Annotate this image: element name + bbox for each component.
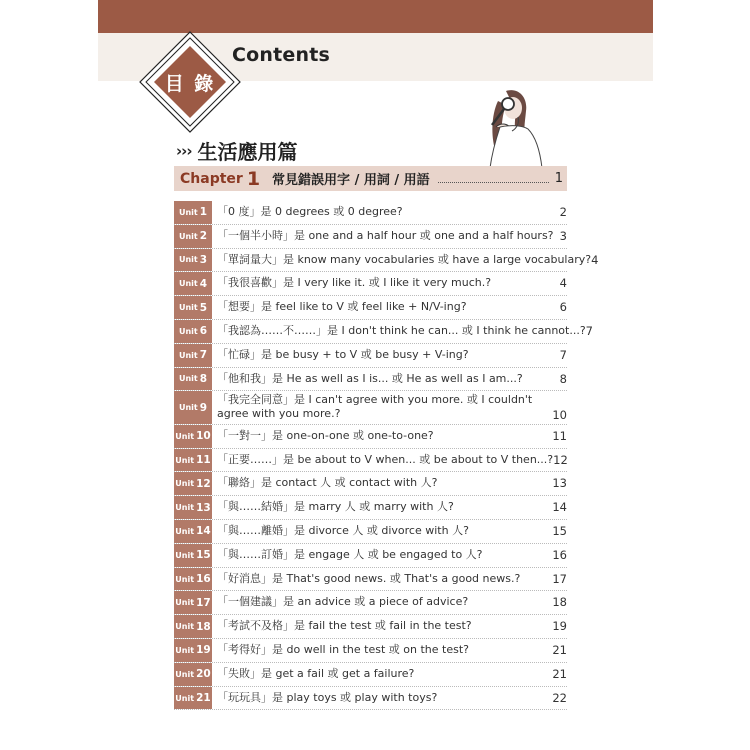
unit-title: 「單詞量大」是 know many vocabularies 或 have a large vocabulary?: [217, 252, 592, 266]
contents-badge: [138, 30, 242, 134]
unit-page-number: 14: [552, 500, 567, 515]
unit-title: 「我很喜歡」是 I very like it. 或 I like it very much.?: [217, 276, 492, 290]
unit-title: 「忙碌」是 be busy + to V 或 be busy + V-ing?: [217, 347, 469, 361]
unit-badge: [174, 591, 212, 614]
toc-entry[interactable]: [174, 272, 567, 296]
unit-title: 「與……訂婚」是 engage 人 或 be engaged to 人?: [217, 547, 483, 561]
toc-entry[interactable]: [174, 520, 567, 544]
unit-title: 「他和我」是 He as well as I is... 或 He as well as I am...?: [217, 371, 523, 385]
contents-badge-text: 目 錄: [164, 72, 216, 95]
unit-title: 「正要……」是 be about to V when... 或 be about to V then...?: [217, 452, 554, 466]
toc-entry[interactable]: [174, 496, 567, 520]
unit-badge: [174, 615, 212, 638]
unit-badge: [174, 249, 212, 272]
unit-label: Unit: [178, 255, 198, 265]
toc-entry[interactable]: [174, 591, 567, 615]
unit-label: Unit: [175, 550, 195, 560]
toc-unit-list: [174, 201, 599, 710]
page-title: Contents: [232, 44, 331, 66]
unit-badge: [174, 344, 212, 367]
unit-label: Unit: [178, 303, 198, 313]
unit-label: Unit: [175, 622, 195, 632]
section-heading-text: 生活應用篇: [197, 140, 298, 164]
chapter-number: 1: [246, 167, 261, 190]
unit-page-number: 22: [552, 690, 567, 705]
unit-page-number: 13: [552, 476, 567, 491]
chapter-page-number: 1: [554, 171, 563, 186]
unit-label: Unit: [175, 526, 195, 536]
unit-number: 15: [196, 549, 211, 562]
woman-with-magnifier-illustration: [470, 83, 548, 168]
header-band: [98, 0, 653, 33]
unit-badge: [174, 472, 212, 495]
unit-label: Unit: [175, 431, 195, 441]
unit-number: 14: [196, 525, 211, 538]
unit-label: Unit: [175, 693, 195, 703]
toc-entry[interactable]: [174, 568, 567, 592]
unit-number: 1: [199, 206, 208, 219]
chapter-label: Chapter: [180, 170, 243, 187]
unit-number: 10: [196, 430, 211, 443]
unit-page-number: 19: [552, 619, 567, 634]
unit-page-number: 2: [559, 205, 567, 219]
unit-page-number: 7: [559, 347, 567, 362]
toc-entry[interactable]: [174, 296, 567, 320]
toc-entry[interactable]: [174, 249, 599, 273]
unit-badge: [174, 663, 212, 686]
unit-number: 8: [199, 372, 208, 385]
unit-label: Unit: [175, 574, 195, 584]
unit-badge: [174, 425, 212, 448]
unit-label: Unit: [178, 231, 198, 241]
unit-number: 16: [196, 573, 211, 586]
toc-entry[interactable]: [174, 320, 593, 344]
unit-page-number: 16: [552, 547, 567, 562]
unit-title: 「與……結婚」是 marry 人 或 marry with 人?: [217, 500, 454, 514]
chapter-title: 常見錯誤用字 / 用詞 / 用語: [272, 173, 430, 188]
unit-title: 「一個半小時」是 one and a half hour 或 one and a half hours?: [217, 228, 554, 242]
toc-entry[interactable]: [174, 391, 567, 425]
unit-page-number: 15: [552, 524, 567, 539]
toc-entry[interactable]: [174, 225, 567, 249]
unit-label: Unit: [178, 374, 198, 384]
toc-entry[interactable]: [174, 425, 567, 449]
unit-page-number: 12: [553, 452, 568, 467]
unit-label: Unit: [175, 503, 195, 513]
unit-title: 「0 度」是 0 degrees 或 0 degree?: [217, 205, 403, 218]
unit-number: 5: [199, 301, 208, 314]
unit-number: 18: [196, 620, 211, 633]
unit-number: 11: [196, 454, 211, 467]
unit-badge: [174, 201, 212, 224]
unit-number: 4: [199, 277, 208, 290]
unit-number: 21: [196, 692, 211, 705]
dot-leader: [438, 174, 549, 183]
unit-label: Unit: [175, 645, 195, 655]
unit-label: Unit: [178, 403, 198, 413]
unit-badge: [174, 391, 212, 424]
unit-title: 「失敗」是 get a fail 或 get a failure?: [217, 666, 415, 680]
unit-title: 「考得好」是 do well in the test 或 on the test?: [217, 643, 469, 657]
unit-label: Unit: [178, 279, 198, 289]
unit-badge: [174, 568, 212, 591]
unit-label: Unit: [175, 479, 195, 489]
unit-number: 19: [196, 644, 211, 657]
unit-badge: [174, 520, 212, 543]
unit-page-number: 3: [559, 228, 567, 243]
unit-title: 「考試不及格」是 fail the test 或 fail in the test?: [217, 619, 472, 633]
section-heading: [176, 136, 298, 165]
unit-badge: [174, 320, 212, 343]
unit-badge: [174, 272, 212, 295]
unit-number: 6: [199, 325, 208, 338]
unit-title: 「我認為……不……」是 I don't think he can... 或 I think he cannot...?: [217, 323, 586, 337]
triple-chevron-icon: ›››: [176, 141, 192, 160]
unit-number: 13: [196, 501, 211, 514]
unit-title: 「一個建議」是 an advice 或 a piece of advice?: [217, 595, 469, 609]
unit-number: 12: [196, 477, 211, 490]
unit-number: 7: [199, 349, 208, 362]
unit-label: Unit: [175, 669, 195, 679]
unit-page-number: 21: [552, 643, 567, 658]
toc-entry[interactable]: [174, 449, 567, 473]
unit-page-number: 8: [559, 371, 567, 386]
unit-number: 3: [199, 253, 208, 266]
toc-entry[interactable]: [174, 687, 567, 711]
unit-title: 「想要」是 feel like to V 或 feel like + N/V-ing?: [217, 300, 467, 314]
unit-number: 9: [199, 401, 208, 414]
unit-title: 「我完全同意」是 I can't agree with you more. 或 I couldn't agree with you more.?: [217, 393, 533, 421]
toc-entry[interactable]: [174, 344, 567, 368]
unit-badge: [174, 296, 212, 319]
unit-title: 「好消息」是 That's good news. 或 That's a good news.?: [217, 571, 521, 585]
unit-badge: [174, 225, 212, 248]
unit-page-number: 11: [552, 428, 567, 443]
unit-page-number: 17: [552, 571, 567, 586]
unit-label: Unit: [175, 598, 195, 608]
toc-entry[interactable]: [174, 472, 567, 496]
unit-label: Unit: [178, 350, 198, 360]
unit-page-number: 10: [552, 407, 567, 422]
toc-entry[interactable]: [174, 201, 567, 225]
chapter-heading[interactable]: [174, 166, 567, 191]
unit-page-number: 7: [585, 323, 593, 338]
unit-page-number: 18: [552, 595, 567, 610]
toc-entry[interactable]: [174, 615, 567, 639]
unit-badge: [174, 449, 212, 472]
unit-badge: [174, 639, 212, 662]
unit-title: 「聯絡」是 contact 人 或 contact with 人?: [217, 476, 438, 490]
unit-page-number: 4: [559, 276, 567, 291]
unit-badge: [174, 368, 212, 391]
unit-title: 「與……離婚」是 divorce 人 或 divorce with 人?: [217, 524, 469, 538]
toc-entry[interactable]: [174, 639, 567, 663]
toc-entry[interactable]: [174, 663, 567, 687]
unit-badge: [174, 544, 212, 567]
unit-label: Unit: [178, 326, 198, 336]
unit-title: 「玩玩具」是 play toys 或 play with toys?: [217, 690, 438, 704]
toc-entry[interactable]: [174, 368, 567, 392]
unit-page-number: 4: [591, 252, 599, 267]
unit-number: 2: [199, 230, 208, 243]
unit-label: Unit: [178, 207, 198, 217]
toc-entry[interactable]: [174, 544, 567, 568]
unit-badge: [174, 687, 212, 710]
unit-number: 17: [196, 596, 211, 609]
unit-page-number: 6: [559, 300, 567, 315]
unit-number: 20: [196, 668, 211, 681]
unit-page-number: 21: [552, 666, 567, 681]
unit-title: 「一對一」是 one-on-one 或 one-to-one?: [217, 428, 434, 442]
book-page: [98, 0, 653, 750]
unit-badge: [174, 496, 212, 519]
unit-label: Unit: [175, 455, 195, 465]
